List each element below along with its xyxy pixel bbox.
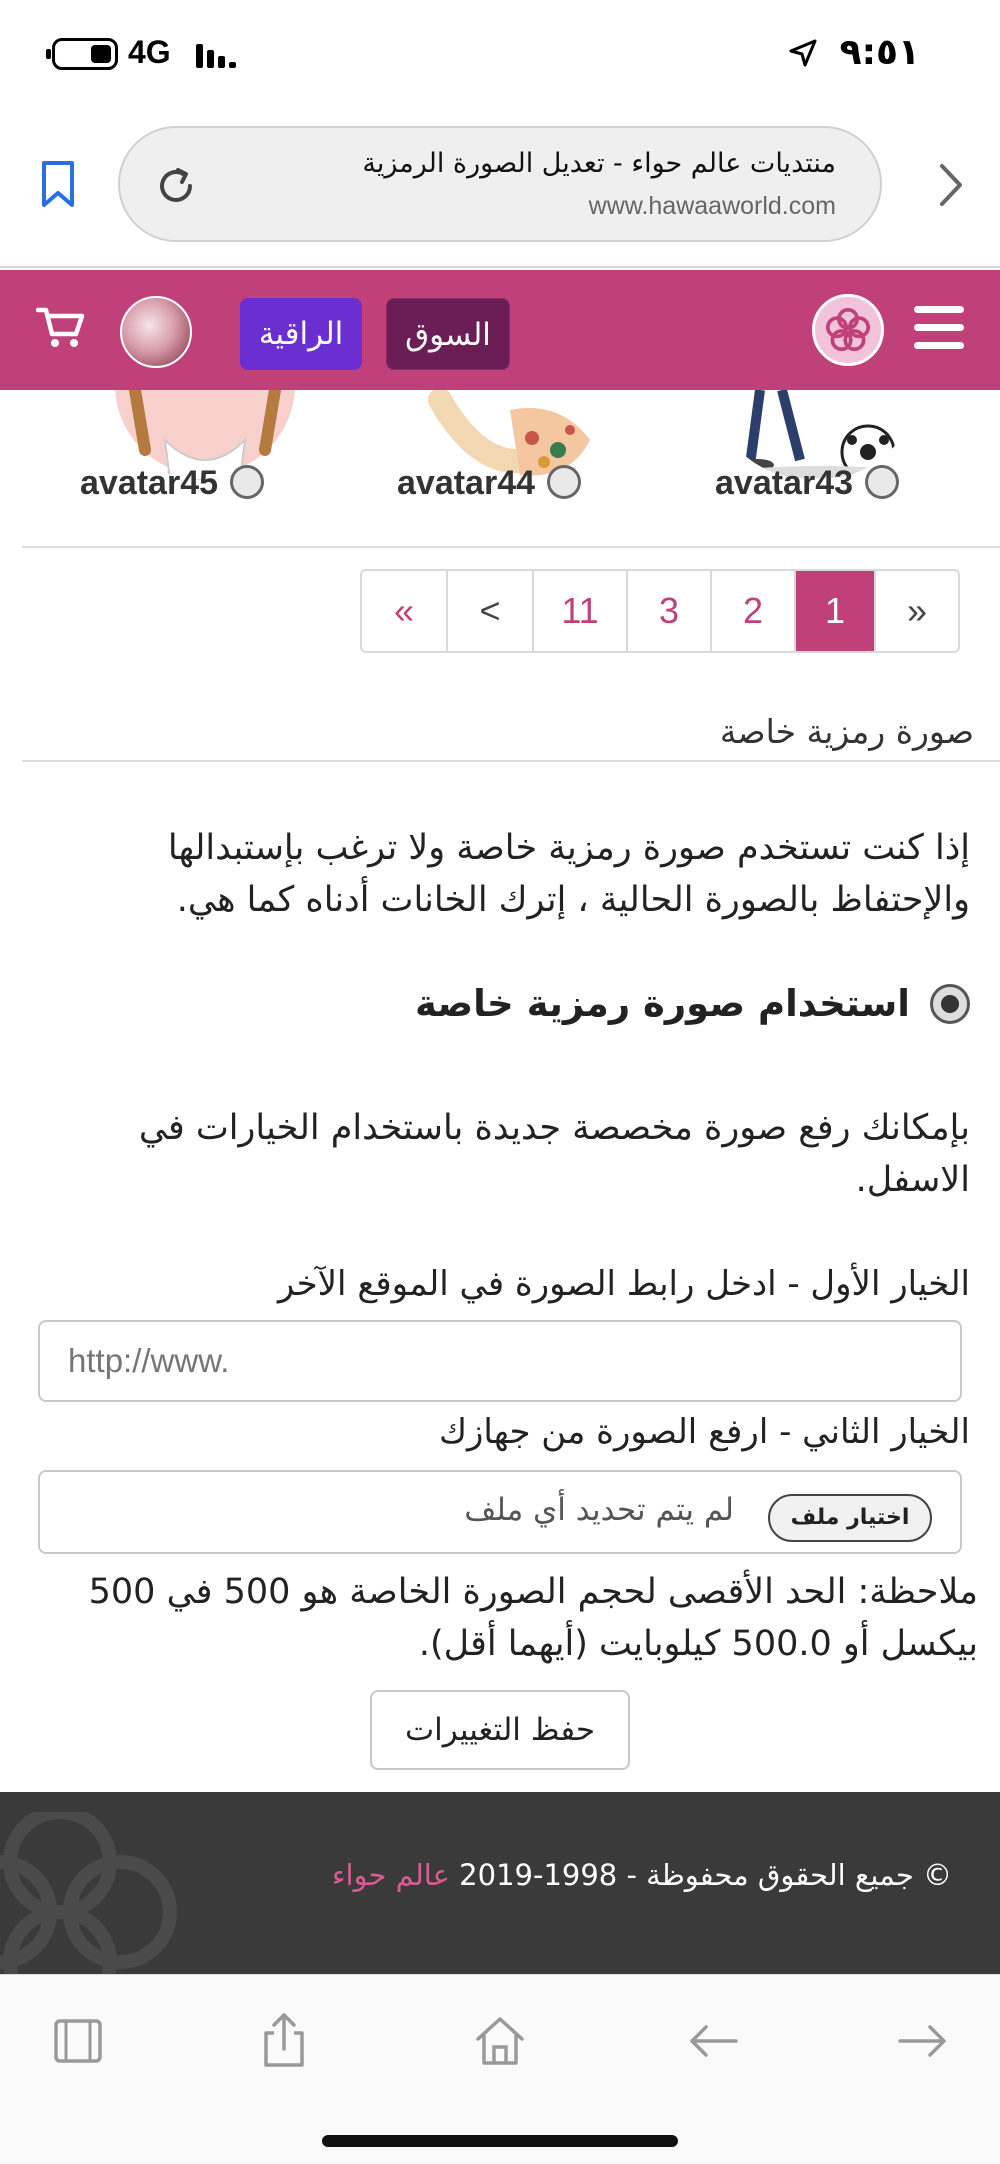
browser-toolbar	[0, 1974, 1000, 2164]
cart-icon[interactable]	[36, 306, 86, 350]
upload-intro: بإمكانك رفع صورة مخصصة جديدة باستخدام الخيارات في الاسفل.	[138, 1108, 970, 1200]
pagination-page-11[interactable]: 11	[534, 571, 628, 651]
copyright-text: © جميع الحقوق محفوظة - 1998-2019	[459, 1858, 952, 1892]
network-type: 4G	[128, 34, 171, 70]
avatar-options	[0, 390, 1000, 540]
pagination-last[interactable]: »	[906, 590, 928, 631]
market-button[interactable]: السوق	[386, 298, 510, 370]
pagination-page-2[interactable]: 2	[712, 571, 796, 651]
bookmark-icon[interactable]	[40, 160, 76, 208]
avatar-option-43[interactable]	[715, 464, 899, 510]
size-limit-note: ملاحظة: الحد الأقصى لحجم الصورة الخاصة هو 500 في 500 بيكسل أو 500.0 كيلوبايت (أيهما أقل).	[88, 1572, 978, 1664]
tabs-icon[interactable]	[48, 2011, 108, 2071]
pagination-page-3[interactable]: 3	[628, 571, 712, 651]
pagination	[360, 569, 960, 653]
file-upload-field[interactable]	[38, 1470, 962, 1554]
site-logo[interactable]	[812, 294, 884, 366]
file-status-text: لم يتم تحديد أي ملف	[464, 1492, 734, 1528]
divider	[22, 760, 1000, 762]
pagination-prev[interactable]: <	[448, 571, 534, 651]
avatar-44-label: avatar44	[397, 464, 536, 502]
location-arrow-icon	[788, 38, 818, 68]
option2-label: الخيار الثاني - ارفع الصورة من جهازك	[438, 1412, 970, 1452]
address-bar[interactable]	[118, 126, 882, 242]
home-indicator[interactable]	[322, 2135, 678, 2147]
avatar-option-45[interactable]	[80, 464, 264, 510]
flower-watermark-icon	[0, 1812, 190, 1974]
reload-icon[interactable]	[152, 162, 200, 210]
back-arrow-icon[interactable]	[684, 2011, 744, 2071]
choose-file-button[interactable]: اختيار ملف	[768, 1494, 932, 1542]
avatar-43-radio[interactable]	[865, 465, 899, 499]
avatar-44-radio[interactable]	[547, 465, 581, 499]
clock: ٩:٥١	[839, 32, 920, 73]
save-changes-button[interactable]: حفظ التغييرات	[370, 1690, 630, 1770]
hamburger-menu-icon[interactable]	[914, 306, 964, 350]
chevron-right-icon[interactable]	[938, 162, 964, 208]
avatar-43-label: avatar43	[715, 464, 854, 502]
user-avatar[interactable]	[120, 296, 192, 368]
site-header	[0, 270, 1000, 390]
signal-icon	[196, 42, 236, 68]
browser-address-area	[0, 110, 1000, 268]
use-custom-avatar-label: استخدام صورة رمزية خاصة	[414, 982, 910, 1025]
home-icon[interactable]	[470, 2011, 530, 2071]
avatar-45-radio[interactable]	[230, 465, 264, 499]
status-bar	[0, 0, 1000, 110]
premium-button[interactable]: الراقية	[240, 298, 362, 370]
pagination-page-1-active[interactable]: 1	[796, 571, 876, 651]
footer-copyright	[332, 1858, 952, 1892]
pagination-first[interactable]: «	[362, 571, 448, 651]
custom-avatar-intro: إذا كنت تستخدم صورة رمزية خاصة ولا ترغب بإستبدالها والإحتفاظ بالصورة الحالية ، إترك الخانات أدناه كما هي.	[167, 828, 970, 920]
page-title: منتديات عالم حواء - تعديل الصورة الرمزية	[362, 148, 836, 179]
battery-icon	[52, 38, 118, 70]
option1-label: الخيار الأول - ادخل رابط الصورة في الموقع الآخر	[277, 1264, 970, 1304]
avatar-option-44[interactable]	[397, 464, 581, 510]
use-custom-avatar-radio[interactable]	[930, 984, 970, 1024]
site-footer	[0, 1792, 1000, 1974]
avatar-url-input[interactable]	[38, 1320, 962, 1402]
use-custom-avatar-option[interactable]	[415, 982, 970, 1025]
forward-arrow-icon[interactable]	[892, 2011, 952, 2071]
divider	[22, 546, 1000, 548]
share-icon[interactable]	[254, 2011, 314, 2071]
avatar-45-label: avatar45	[80, 464, 219, 502]
footer-site-link[interactable]: عالم حواء	[331, 1858, 450, 1892]
page-url: www.hawaaworld.com	[588, 192, 836, 220]
section-title: صورة رمزية خاصة	[719, 712, 974, 751]
